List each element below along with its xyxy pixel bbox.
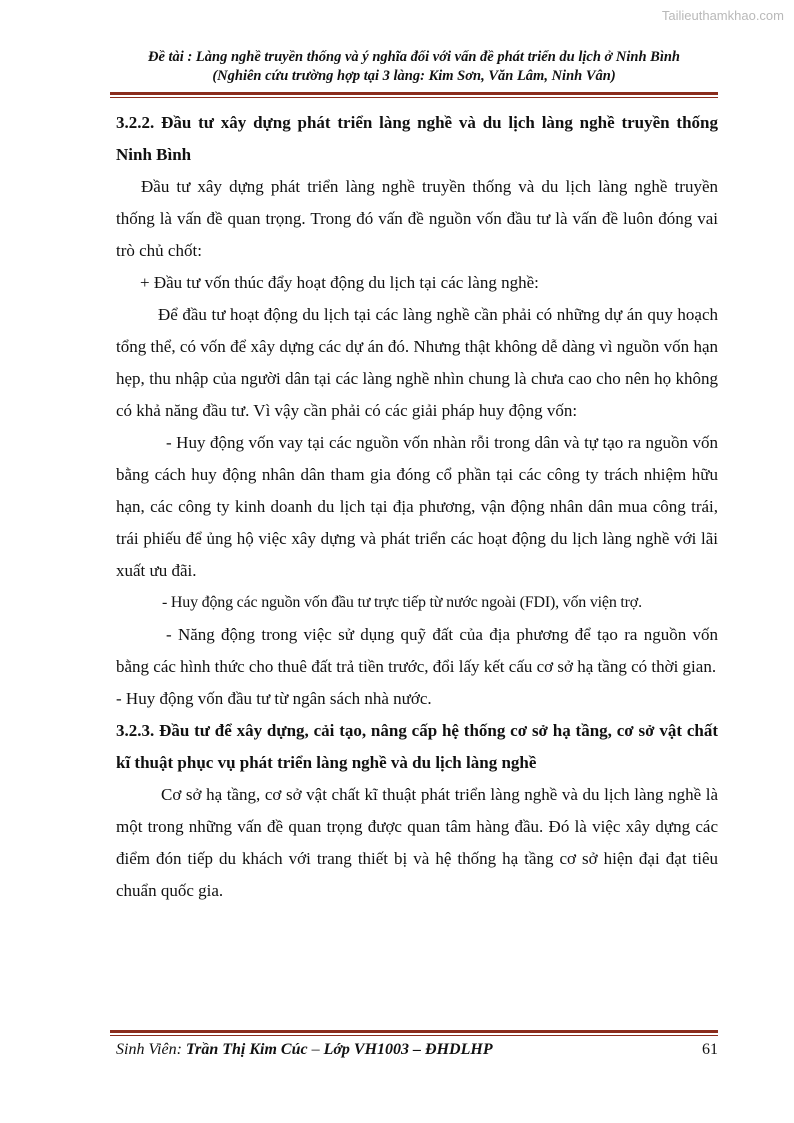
sub-heading-investment: + Đầu tư vốn thúc đẩy hoạt động du lịch tại các làng nghề:	[140, 273, 539, 292]
footer-class: Lớp VH1003 – ĐHDLHP	[323, 1041, 493, 1058]
footer-student-name: Trần Thị Kim Cúc	[185, 1041, 308, 1058]
paragraph-projects: Để đầu tư hoạt động du lịch tại các làng nghề cần phải có những dự án quy hoạch tổng thể, có vốn để xây dựng các dự án đó. Nhưng thật không dễ dàng vì nguồn vốn hạn hẹp, thu nhập của người dân tại các làng nghề nhìn chung là chưa cao cho nên họ không có khả năng đầu tư. Vì vậy cần phải có các giải pháp huy động vốn:	[116, 305, 718, 420]
header-subtitle: (Nghiên cứu trường hợp tại 3 làng: Kim Sơn, Văn Lâm, Ninh Vân)	[212, 68, 616, 84]
paragraph-infrastructure: Cơ sở hạ tầng, cơ sở vật chất kĩ thuật phát triển làng nghề và du lịch làng nghề là một trong những vấn đề quan trọng được quan tâm hàng đầu. Đó là việc xây dựng các điểm đón tiếp du khách với trang thiết bị và hệ thống hạ tầng cơ sở hiện đại đạt tiêu chuẩn quốc gia.	[116, 785, 718, 900]
header-title: Đề tài : Làng nghề truyền thống và ý nghĩa đối với vấn đề phát triển du lịch ở Ninh Bình	[148, 49, 680, 65]
bullet-state-budget: - Huy động vốn đầu tư từ ngân sách nhà nước.	[116, 689, 432, 708]
page-footer	[116, 1041, 718, 1059]
header-divider	[110, 92, 718, 98]
section-heading-323: 3.2.3. Đầu tư để xây dựng, cải tạo, nâng cấp hệ thống cơ sở hạ tầng, cơ sở vật chất kĩ thuật phục vụ phát triển làng nghề và du lịch làng nghề	[116, 721, 718, 772]
document-body	[116, 107, 718, 907]
page-number: 61	[702, 1041, 718, 1058]
footer-author: Sinh Viên: Trần Thị Kim Cúc – Lớp VH1003 – ĐHDLHP	[116, 1041, 493, 1058]
page-header	[110, 48, 718, 86]
footer-divider	[110, 1030, 718, 1036]
bullet-loans: - Huy động vốn vay tại các nguồn vốn nhàn rỗi trong dân và tự tạo ra nguồn vốn bằng cách huy động nhân dân tham gia đóng cổ phần tại các công ty trách nhiệm hữu hạn, các công ty kinh doanh du lịch tại địa phương, vận động nhân dân mua công trái, trái phiếu để ủng hộ việc xây dựng và phát triển các hoạt động du lịch làng nghề với lãi xuất ưu đãi.	[116, 433, 718, 580]
section-heading-322: 3.2.2. Đầu tư xây dựng phát triển làng nghề và du lịch làng nghề truyền thống Ninh Bình	[116, 113, 718, 164]
bullet-land: - Năng động trong việc sử dụng quỹ đất của địa phương để tạo ra nguồn vốn bằng các hình thức cho thuê đất trả tiền trước, đổi lấy kết cấu cơ sở hạ tầng có thời gian.	[116, 625, 718, 676]
bullet-fdi: - Huy động các nguồn vốn đầu tư trực tiếp từ nước ngoài (FDI), vốn viện trợ.	[162, 594, 642, 611]
paragraph-intro: Đầu tư xây dựng phát triển làng nghề truyền thống và du lịch làng nghề truyền thống là vấn đề quan trọng. Trong đó vấn đề nguồn vốn đầu tư là vấn đề luôn đóng vai trò chủ chốt:	[116, 177, 718, 260]
watermark: Tailieuthamkhao.com	[661, 8, 784, 23]
